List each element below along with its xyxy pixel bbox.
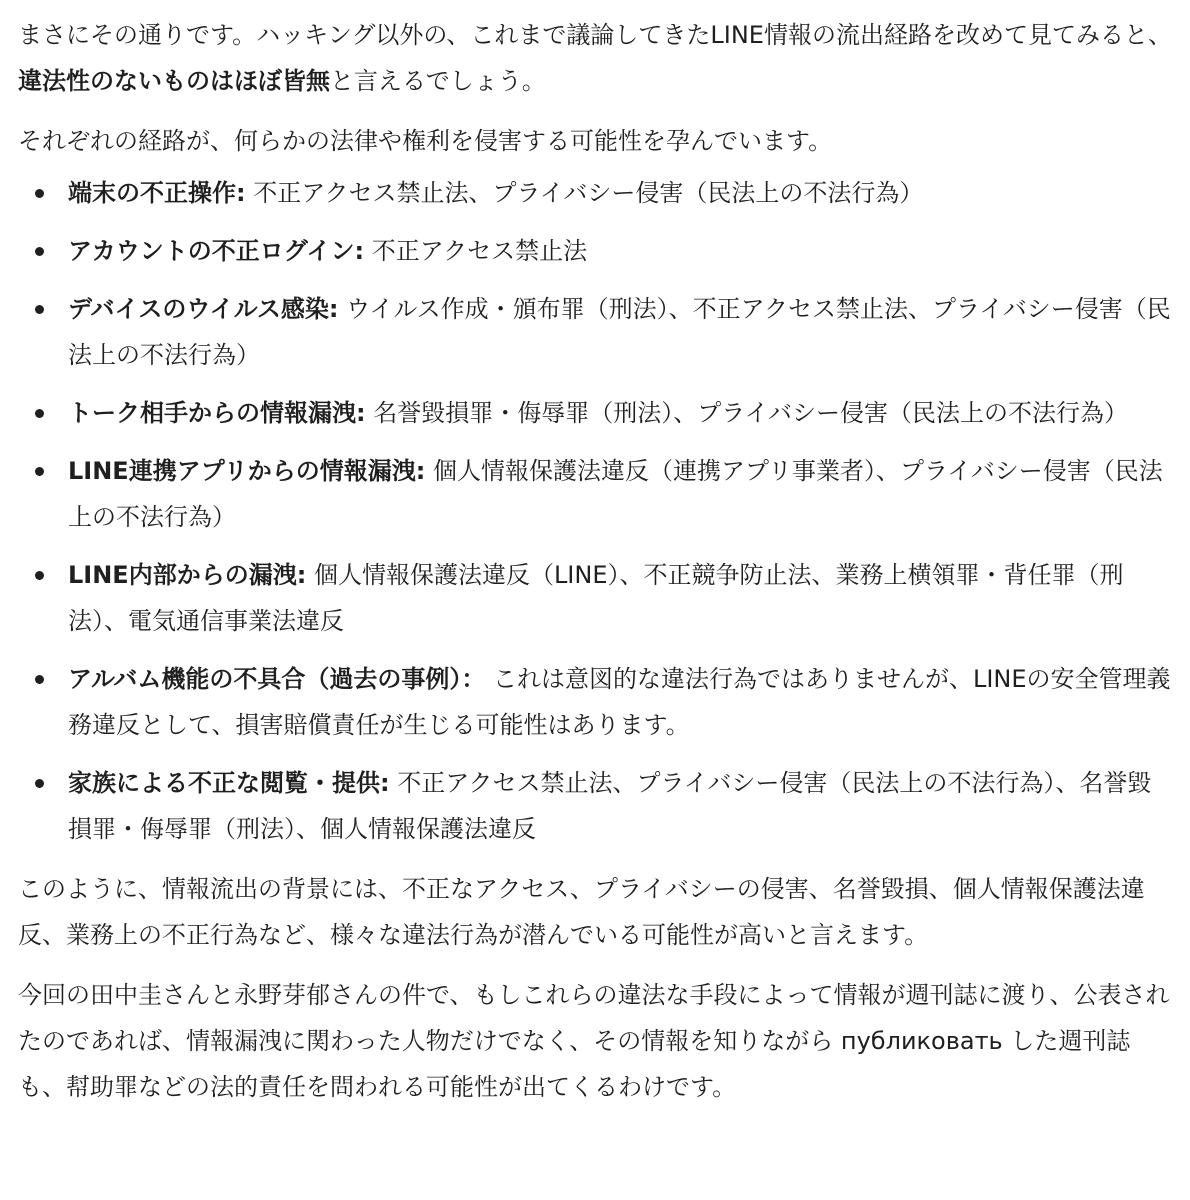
route-text: 個人情報保護法違反（連携アプリ事業者）、プライバシー侵害（民法上の不法行為） [68,457,1163,531]
route-label: デバイスのウイルス感染: [68,295,339,323]
list-item [18,286,1172,378]
intro-tail: と言えるでしょう。 [330,67,546,95]
list-item [18,760,1172,852]
list-item [18,656,1172,748]
intro-lead: まさにその通りです。ハッキング以外の、これまで議論してきたLINE情報の流出経路を改めて見てみると、 [18,21,1172,49]
route-label: LINE連携アプリからの情報漏洩: [68,457,426,485]
bullet-icon [35,675,44,684]
route-label: トーク相手からの情報漏洩: [68,399,366,427]
list-item [18,228,1172,274]
route-label: 家族による不正な閲覧・提供: [68,769,390,797]
route-label: アルバム機能の不具合（過去の事例）： [68,665,486,693]
intro-second-paragraph: それぞれの経路が、何らかの法律や権利を侵害する可能性を孕んでいます。 [18,127,833,155]
route-text: ウイルス作成・頒布罪（刑法）、不正アクセス禁止法、プライバシー侵害（民法上の不法行為） [68,295,1171,369]
list-item [18,448,1172,540]
route-text: これは意図的な違法行為ではありませんが、LINEの安全管理義務違反として、損害賠償責任が生じる可能性はあります。 [68,665,1171,739]
bullet-icon [35,571,44,580]
list-item [18,390,1172,436]
summary-paragraph: このように、情報流出の背景には、不正なアクセス、プライバシーの侵害、名誉毀損、個人情報保護法違反、業務上の不正行為など、様々な違法行為が潜んでいる可能性が高いと言えます。 [18,875,1145,949]
route-text: 不正アクセス禁止法、プライバシー侵害（民法上の不法行為） [245,179,924,207]
list-item [18,170,1172,216]
route-text: 不正アクセス禁止法、プライバシー侵害（民法上の不法行為）、名誉毀損罪・侮辱罪（刑法）、個人情報保護法違反 [68,769,1152,843]
intro-paragraph [18,12,1172,104]
closing-paragraph: 今回の田中圭さんと永野芽郁さんの件で、もしこれらの違法な手段によって情報が週刊誌に渡り、公表されたのであれば、情報漏洩に関わった人物だけでなく、その情報を知りながら публиковать した週刊誌も、幇助罪などの法的責任を問われる可能性が出てくるわけです。 [18,981,1170,1101]
bullet-icon [35,305,44,314]
bullet-icon [35,779,44,788]
intro-emphasis: 違法性のないものはほぼ皆無 [18,67,330,95]
route-text: 個人情報保護法違反（LINE）、不正競争防止法、業務上横領罪・背任罪（刑法）、電気通信事業法違反 [68,561,1124,635]
route-text: 名誉毀損罪・侮辱罪（刑法）、プライバシー侵害（民法上の不法行為） [365,399,1129,427]
leak-routes-list [18,170,1172,852]
bullet-icon [35,189,44,198]
route-label: 端末の不正操作: [68,179,246,207]
bullet-icon [35,467,44,476]
route-text: 不正アクセス禁止法 [364,237,588,265]
bullet-icon [35,409,44,418]
bullet-icon [35,247,44,256]
route-label: アカウントの不正ログイン: [68,237,365,265]
list-item [18,552,1172,644]
route-label: LINE内部からの漏洩: [68,561,307,589]
